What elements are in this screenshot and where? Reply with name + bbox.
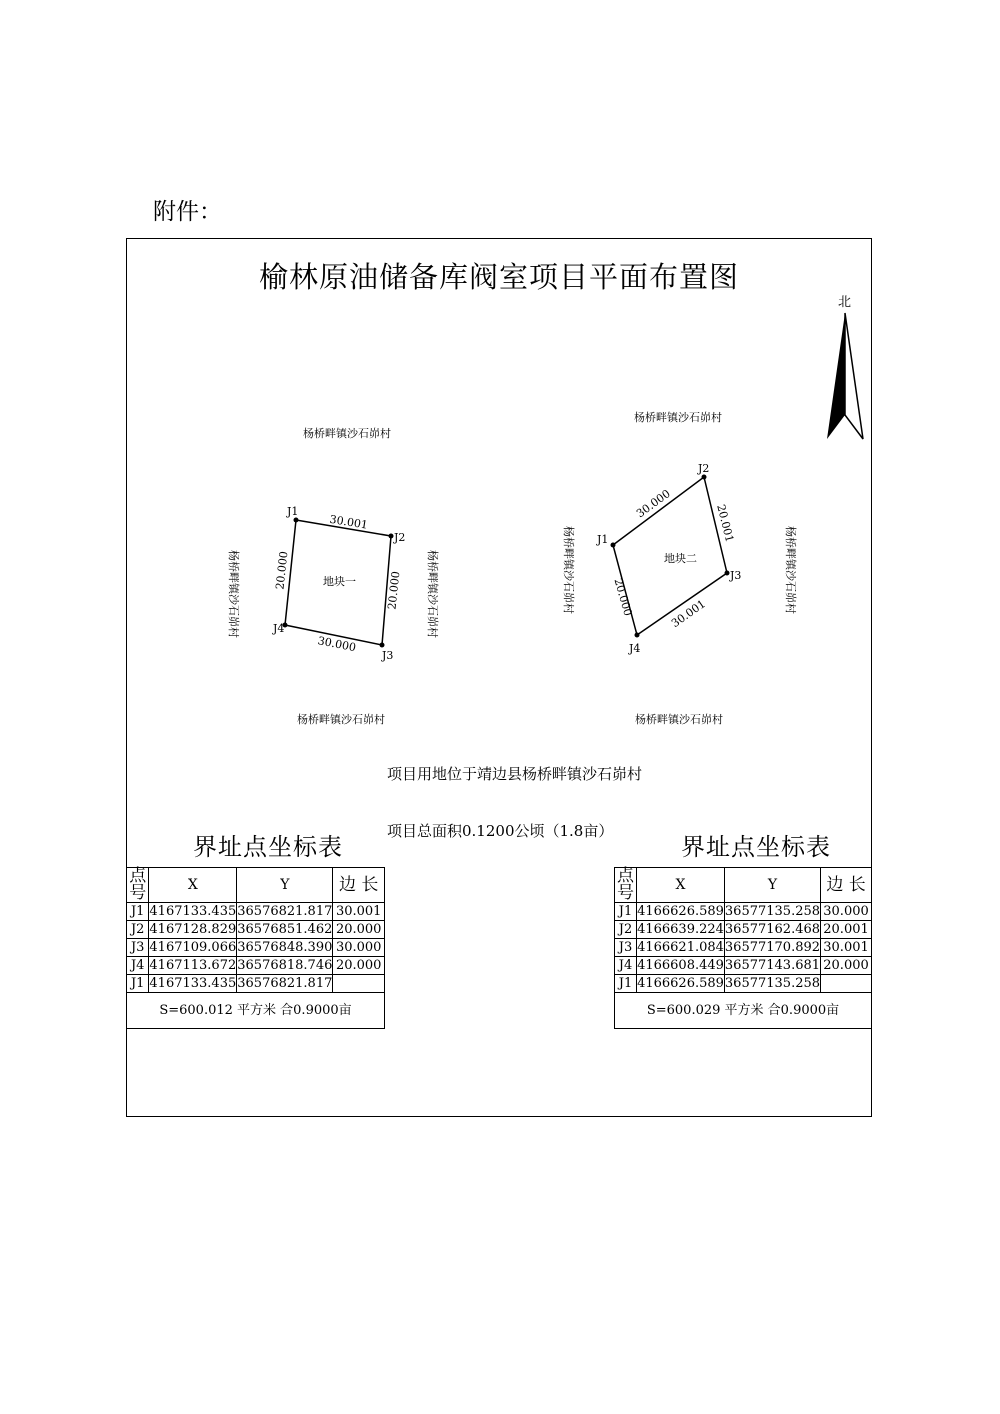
table-row-x: 4167133.435 <box>149 976 237 991</box>
table-row-y: 36577135.258 <box>724 904 821 919</box>
village-label-plot2-south: 杨桥畔镇沙石峁村 <box>635 713 723 726</box>
table-row-x: 4166626.589 <box>637 904 724 919</box>
north-label: 北 <box>838 295 852 310</box>
table-row-point: J1 <box>127 975 149 993</box>
plot-2-name: 地块二 <box>664 552 697 565</box>
table-edge: 20.000 <box>821 957 872 975</box>
table-2-summary: S=600.029 平方米 合0.9000亩 <box>615 993 872 1029</box>
plot-2-point-j4 <box>635 633 640 638</box>
table-row-y: 36577135.258 <box>724 976 821 991</box>
plot-2-point-j3 <box>725 571 730 576</box>
table-row-y: 36576821.817 <box>237 976 333 991</box>
header-x: X <box>637 868 725 903</box>
village-label-plot1-east: 杨桥畔镇沙石峁村 <box>426 550 439 638</box>
header-point: 点 号 <box>615 868 637 903</box>
table-row-point: J4 <box>127 957 149 975</box>
header-x: X <box>149 868 237 903</box>
coordinate-table-2 <box>614 867 872 1029</box>
table-row-point: J2 <box>615 921 637 939</box>
table-row-point: J1 <box>127 903 149 921</box>
table-row-x: 4166626.589 <box>637 976 724 991</box>
plot-1-label-j1: J1 <box>287 505 299 518</box>
plot-2-edge-j1j2: 30.000 <box>633 487 673 521</box>
table-row-x: 4167133.435 <box>149 904 237 919</box>
layout-plan-frame <box>126 238 872 1117</box>
table-edge: 20.001 <box>821 921 872 939</box>
table-row-y: 36576851.462 <box>237 922 333 937</box>
table-row-point: J4 <box>615 957 637 975</box>
header-y: Y <box>237 868 333 903</box>
village-label-plot2-east: 杨桥畔镇沙石峁村 <box>784 526 797 614</box>
table-edge: 20.000 <box>333 957 385 975</box>
table-row-y: 36577143.681 <box>724 958 821 973</box>
attachment-label: 附件： <box>153 199 222 225</box>
plot-1-point-j2 <box>389 534 394 539</box>
table-edge-blank <box>821 975 872 993</box>
village-label-plot2-north: 杨桥畔镇沙石峁村 <box>634 411 722 424</box>
plot-1-name: 地块一 <box>323 575 356 588</box>
plot-2-edge-j4j1: 20.000 <box>611 576 635 618</box>
table-row-y: 36576821.817 <box>237 904 333 919</box>
plot-1-point-j3 <box>380 643 385 648</box>
area-text: 项目总面积0.1200公顷（1.8亩） <box>387 822 614 840</box>
table-row-x: 4167128.829 <box>149 922 237 937</box>
plot-1-edge-j1j2: 30.001 <box>328 512 369 532</box>
plot-1-edge-j3j4: 30.000 <box>316 634 357 655</box>
plot-2-point-j2 <box>702 475 707 480</box>
table-edge-blank <box>333 975 385 993</box>
table-row-x: 4167109.066 <box>149 940 237 955</box>
plot-2-edge-j2j3: 20.001 <box>714 503 737 544</box>
table-row-point: J3 <box>127 939 149 957</box>
table-row-y: 36576818.746 <box>237 958 333 973</box>
plot-1-label-j2: J2 <box>394 531 406 544</box>
plot-2-label-j1: J1 <box>597 533 609 546</box>
table-edge: 30.000 <box>821 903 872 921</box>
table-edge: 30.001 <box>821 939 872 957</box>
header-y: Y <box>724 868 820 903</box>
table-row-x: 4166608.449 <box>637 958 724 973</box>
plot-1-point-j1 <box>294 518 299 523</box>
table-edge: 20.000 <box>333 921 385 939</box>
table-row-point: J2 <box>127 921 149 939</box>
table-row-point: J3 <box>615 939 637 957</box>
plot-1-edge-j2j3: 20.000 <box>385 570 403 611</box>
header-edge: 边 长 <box>821 868 872 903</box>
plot-2-label-j4: J4 <box>629 642 641 655</box>
table-1-title: 界址点坐标表 <box>193 833 343 861</box>
plot-2-point-j1 <box>611 543 616 548</box>
plot-1-edge-j4j1: 20.000 <box>273 550 291 591</box>
header-point: 点 号 <box>127 868 149 903</box>
north-arrow-icon <box>827 313 863 439</box>
location-text: 项目用地位于靖边县杨桥畔镇沙石峁村 <box>387 765 643 783</box>
table-row-x: 4166639.224 <box>637 922 724 937</box>
table-row-y: 36576848.390 <box>237 940 333 955</box>
plot-1-label-j4: J4 <box>273 622 285 635</box>
plan-title: 榆林原油储备库阀室项目平面布置图 <box>258 260 739 294</box>
village-label-plot1-north: 杨桥畔镇沙石峁村 <box>303 427 391 440</box>
table-edge: 30.000 <box>333 939 385 957</box>
table-1-summary: S=600.012 平方米 合0.9000亩 <box>127 993 385 1029</box>
village-label-plot1-west: 杨桥畔镇沙石峁村 <box>227 550 240 638</box>
plot-2-edge-j3j4: 30.001 <box>668 597 708 631</box>
table-edge: 30.001 <box>333 903 385 921</box>
table-row-point: J1 <box>615 975 637 993</box>
village-label-plot1-south: 杨桥畔镇沙石峁村 <box>297 713 385 726</box>
plot-2-label-j3: J3 <box>730 569 742 582</box>
table-row-point: J1 <box>615 903 637 921</box>
table-row-y: 36577170.892 <box>724 940 821 955</box>
table-row-x: 4166621.084 <box>637 940 724 955</box>
plot-1-label-j3: J3 <box>382 649 394 662</box>
plot-2-label-j2: J2 <box>698 462 710 475</box>
table-row-x: 4167113.672 <box>149 958 237 973</box>
village-label-plot2-west: 杨桥畔镇沙石峁村 <box>562 526 575 614</box>
header-edge: 边 长 <box>333 868 385 903</box>
table-row-y: 36577162.468 <box>724 922 821 937</box>
table-2-title: 界址点坐标表 <box>681 833 831 861</box>
coordinate-table-1 <box>126 867 385 1029</box>
